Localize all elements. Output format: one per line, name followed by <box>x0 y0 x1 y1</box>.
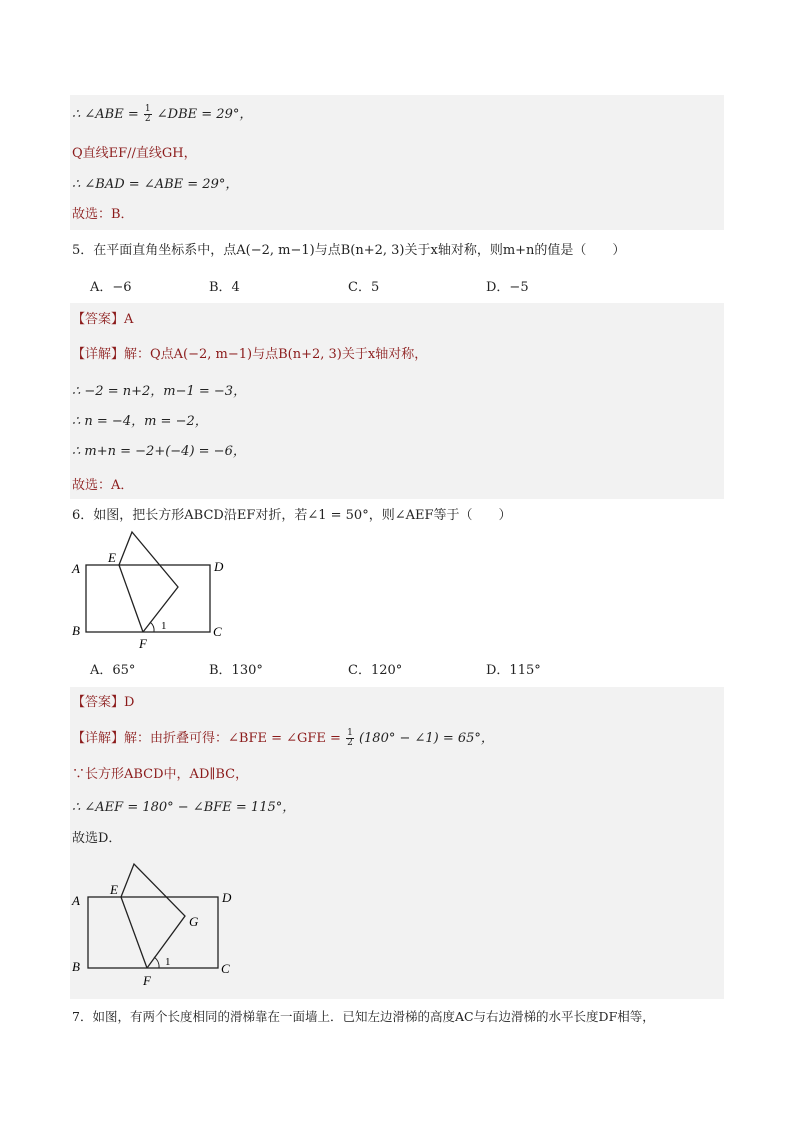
label-angle-1: 1 <box>161 620 167 632</box>
q6-step-1: ∵长方形ABCD中，AD∥BC， <box>72 767 249 782</box>
q6-option-a: A．65° <box>90 663 136 678</box>
q5-option-a: A．−6 <box>90 280 132 295</box>
fold-line-ef <box>119 565 143 632</box>
fraction: $\frac{1}{2}$ <box>347 728 353 748</box>
q5-option-d: D．−5 <box>486 280 529 295</box>
q6-detail: 【详解】解：由折叠可得：∠BFE = ∠GFE = $\frac{1}{2}$ (180° − ∠1) = 65°， <box>72 728 494 748</box>
label-g: G <box>189 914 199 929</box>
rectangle-abcd <box>88 897 218 968</box>
angle-arc <box>150 622 154 632</box>
label-a: A <box>72 561 80 576</box>
fold-line-ef <box>121 897 147 968</box>
q5-stem: 5．在平面直角坐标系中，点A(−2, m−1)与点B(n+2, 3)关于x轴对称，则m+n的值是（ ） <box>72 243 626 258</box>
q6-option-d: D．115° <box>486 663 541 678</box>
q6-answer: 【答案】D <box>72 695 135 710</box>
label-d: D <box>214 559 224 574</box>
q5-step-1: ∴ −2 = n+2，m−1 = −3， <box>72 384 247 399</box>
q6-figure-1 <box>68 528 238 653</box>
fraction: $\frac{1}{2}$ <box>144 104 151 124</box>
label-b: B <box>72 959 80 974</box>
angle-arc <box>154 957 159 968</box>
top-line-4: 故选：B． <box>72 207 134 222</box>
label-a: A <box>72 893 80 908</box>
top-line-3: ∴ ∠BAD = ∠ABE = 29°， <box>72 177 239 192</box>
label-e: E <box>110 882 118 897</box>
q6-step-2: ∴ ∠AEF = 180° − ∠BFE = 115°， <box>72 800 296 815</box>
top-line-2: Q直线EF//直线GH， <box>72 146 197 161</box>
label-b: B <box>72 623 80 638</box>
folded-flap <box>119 532 178 632</box>
q6-conclusion: 故选D． <box>72 831 122 846</box>
label-c: C <box>221 961 230 976</box>
label-c: C <box>213 624 222 639</box>
q6-option-b: B．130° <box>209 663 263 678</box>
q5-option-c: C．5 <box>348 280 380 295</box>
q5-answer: 【答案】A <box>72 312 134 327</box>
q5-option-b: B．4 <box>209 280 240 295</box>
q6-option-c: C．120° <box>348 663 403 678</box>
folded-flap <box>121 864 185 968</box>
label-f: F <box>143 973 151 988</box>
label-e: E <box>108 550 116 565</box>
top-line-1: ∴ ∠ABE = $\frac{1}{2}$ ∠DBE = 29°， <box>72 104 253 124</box>
q5-detail: 【详解】解：Q点A(−2, m−1)与点B(n+2, 3)关于x轴对称， <box>72 347 428 362</box>
q5-step-3: ∴ m+n = −2+(−4) = −6， <box>72 444 246 459</box>
q6-stem: 6．如图，把长方形ABCD沿EF对折，若∠1 = 50°，则∠AEF等于（ ） <box>72 508 512 523</box>
q6-figure-2 <box>68 860 243 990</box>
rectangle-abcd <box>86 565 210 632</box>
q7-stem: 7．如图，有两个长度相同的滑梯靠在一面墙上．已知左边滑梯的高度AC与右边滑梯的水平长度DF相等， <box>72 1009 655 1024</box>
q5-step-2: ∴ n = −4，m = −2， <box>72 414 208 429</box>
solution-band-q5 <box>70 303 724 499</box>
label-f: F <box>139 636 147 651</box>
label-d: D <box>222 890 232 905</box>
q5-conclusion: 故选：A． <box>72 478 134 493</box>
label-angle-1: 1 <box>165 956 171 968</box>
